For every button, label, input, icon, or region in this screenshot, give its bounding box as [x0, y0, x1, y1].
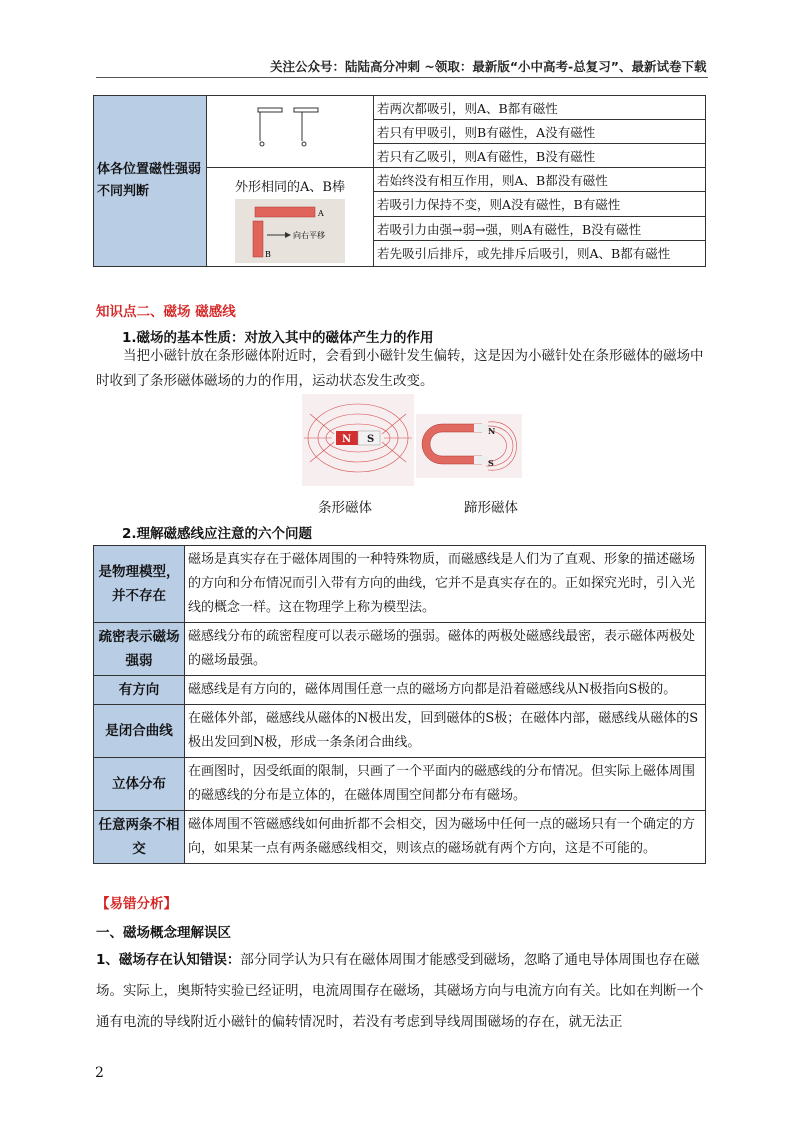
- magnet-field-figure: [302, 394, 522, 486]
- row-head: 立体分布: [94, 758, 185, 811]
- paragraph: 当把小磁针放在条形磁体附近时，会看到小磁针发生偏转，这是因为小磁针处在条形磁体的磁场中时收到了条形磁体磁场的力的作用，运动状态发生改变。: [96, 348, 704, 389]
- row-head: 任意两条不相交: [94, 811, 185, 864]
- table-cell: 若始终没有相互作用，则A、B都没有磁性: [374, 168, 706, 192]
- ab-rods-photo-icon: [235, 199, 345, 263]
- row-body: 磁场是真实存在于磁体周围的一种特殊物质，而磁感线是人们为了直观、形象的描述磁场的方向和分布情况而引入带有方向的曲线，它并不是真实存在的。正如探究光时，引入光线的概念一样。这在物理学上称为模型法。: [185, 546, 706, 623]
- error-subsection-title: 一、磁场概念理解误区: [96, 925, 231, 941]
- row-body: 磁体周围不管磁感线如何曲折都不会相交，因为磁场中任何一点的磁场只有一个确定的方向，如果某一点有两条磁感线相交，则该点的磁场就有两个方向，这是不可能的。: [185, 811, 706, 864]
- table-cell: 若只有甲吸引，则B有磁性，A没有磁性: [374, 120, 706, 144]
- error-analysis-title: 【易错分析】: [96, 896, 177, 912]
- bar-magnet-caption: 条形磁体: [318, 500, 372, 516]
- header-divider: [96, 77, 708, 78]
- row-head: 是闭合曲线: [94, 705, 185, 758]
- table-cell: 若吸引力由强→弱→强，则A有磁性，B没有磁性: [374, 216, 706, 240]
- s-pole-label: S: [367, 434, 375, 445]
- subsection-title: 2.理解磁感线应注意的六个问题: [122, 526, 313, 542]
- table-row: [94, 623, 706, 676]
- image-label: 外形相同的A、B棒: [235, 180, 345, 195]
- row-head: 有方向: [94, 676, 185, 705]
- section-title: 知识点二、磁场 磁感线: [96, 304, 236, 320]
- table-row: [94, 811, 706, 864]
- hanging-rods-icon: [240, 96, 340, 154]
- table-row: [94, 676, 706, 705]
- error-paragraph: [96, 945, 708, 1038]
- row-body: 在磁体外部，磁感线从磁体的N极出发，回到磁体的S极；在磁体内部，磁感线从磁体的S极出发回到N极，形成一条条闭合曲线。: [185, 705, 706, 758]
- n-pole-label: N: [342, 434, 352, 445]
- row-head: 疏密表示磁场强弱: [94, 623, 185, 676]
- table-cell: 若吸引力保持不变，则A没有磁性，B有磁性: [374, 192, 706, 216]
- row-header: 体各位置磁性强弱不同判断: [94, 96, 207, 267]
- row-head: 是物理模型，并不存在: [94, 546, 185, 623]
- table-cell: 若两次都吸引，则A、B都有磁性: [374, 96, 706, 120]
- rods-ab-figure: [207, 168, 374, 267]
- table-cell: 若先吸引后排斥，或先排斥后吸引，则A、B都有磁性: [374, 241, 706, 267]
- page-number: 2: [95, 1065, 104, 1081]
- magnet-judgment-table: [93, 95, 706, 267]
- field-lines-table: [93, 545, 706, 864]
- horseshoe-n-label: N: [488, 426, 496, 436]
- hanging-rods-figure: [207, 96, 374, 168]
- table-row: [94, 758, 706, 811]
- table-cell: 若只有乙吸引，则A有磁性，B没有磁性: [374, 144, 706, 168]
- subsection-title: 1.磁场的基本性质：对放入其中的磁体产生力的作用: [122, 330, 434, 346]
- rod-a-tag: A: [318, 209, 324, 218]
- table-row: [94, 546, 706, 623]
- row-body: 在画图时，因受纸面的限制，只画了一个平面内的磁感线的分布情况。但实际上磁体周围的磁感线的分布是立体的，在磁体周围空间都分布有磁场。: [185, 758, 706, 811]
- table-row: [94, 705, 706, 758]
- move-right-tag: 向右平移: [293, 231, 325, 240]
- rod-b-tag: B: [265, 250, 271, 259]
- error-item-text: 部分同学认为只有在磁体周围才能感受到磁场，忽略了通电导体周围也存在磁场。实际上，奥斯特实验已经证明，电流周围存在磁场，其磁场方向与电流方向有关。比如在判断一个通有电流的导线附近小磁针的偏转情况时，若没有考虑到导线周围磁场的存在，就无法正: [96, 952, 704, 1030]
- horseshoe-s-label: S: [488, 458, 494, 468]
- page-header: 关注公众号：陆陆高分冲刺 ~领取：最新版“小中高考-总复习”、最新试卷下载: [270, 59, 707, 74]
- horseshoe-magnet-caption: 蹄形磁体: [464, 500, 518, 516]
- row-body: 磁感线是有方向的，磁体周围任意一点的磁场方向都是沿着磁感线从N极指向S极的。: [185, 676, 706, 705]
- row-body: 磁感线分布的疏密程度可以表示磁场的强弱。磁体的两极处磁感线最密，表示磁体两极处的磁场最强。: [185, 623, 706, 676]
- error-item-label: 1、磁场存在认知错误：: [96, 952, 241, 968]
